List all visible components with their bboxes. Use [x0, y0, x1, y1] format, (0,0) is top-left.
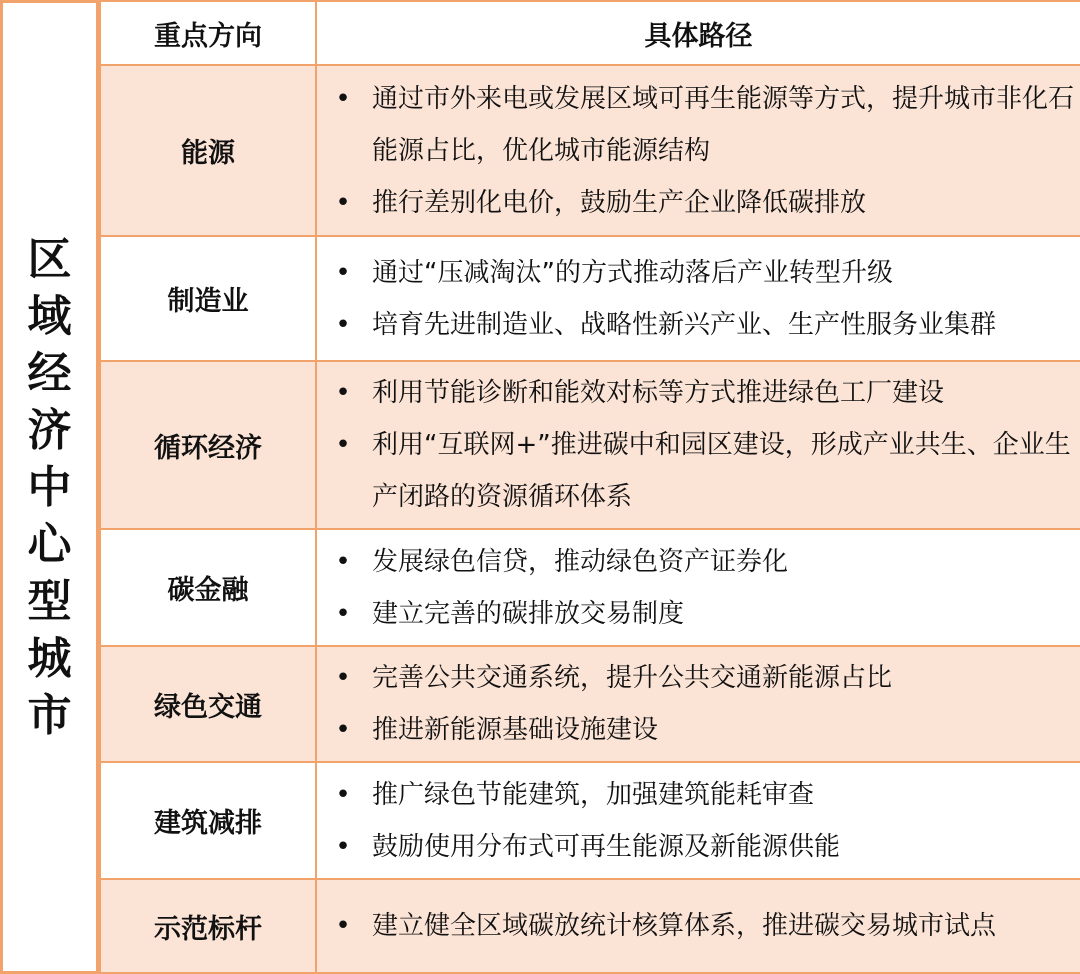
header-focus-direction: 重点方向: [100, 1, 316, 65]
bullet-icon: •: [335, 257, 351, 288]
path-text: 通过“压减淘汰”的方式推动落后产业转型升级: [372, 257, 893, 288]
table-row: [100, 646, 1080, 762]
bullet-icon: •: [335, 663, 351, 693]
bullet-icon: •: [335, 546, 351, 577]
list-item: [317, 704, 1080, 756]
paths-cell: [316, 65, 1080, 236]
paths-table: [99, 0, 1080, 974]
table-header-row: [100, 1, 1080, 65]
path-text: 利用“互联网+”推进碳中和园区建设，形成产业共生、企业生产闭路的资源循环体系: [372, 430, 1071, 512]
list-item: [317, 73, 1080, 177]
bullet-icon: •: [335, 430, 351, 460]
paths-cell: [316, 236, 1080, 361]
path-text: 完善公共交通系统，提升公共交通新能源占比: [372, 663, 893, 693]
bullet-icon: •: [335, 309, 351, 340]
path-list: [317, 652, 1080, 756]
table-row: [100, 762, 1080, 879]
path-list: [317, 769, 1080, 873]
list-item: [317, 367, 1080, 419]
path-list: [317, 73, 1080, 229]
table-row: [100, 529, 1080, 646]
table-row: [100, 65, 1080, 236]
bullet-icon: •: [335, 715, 351, 745]
list-item: [317, 769, 1080, 821]
path-text: 建立完善的碳排放交易制度: [372, 598, 685, 629]
paths-cell: [316, 762, 1080, 879]
side-title: 区域经济中心型城市: [27, 233, 72, 741]
bullet-icon: •: [335, 779, 351, 810]
paths-cell: [316, 646, 1080, 762]
bullet-icon: •: [335, 911, 351, 941]
table-row: [100, 236, 1080, 361]
bullet-icon: •: [335, 378, 351, 408]
path-text: 推行差别化电价，鼓励生产企业降低碳排放: [372, 187, 867, 218]
path-text: 通过市外来电或发展区域可再生能源等方式，提升城市非化石能源占比，优化城市能源结构: [372, 83, 1075, 166]
category-cell: 制造业: [100, 236, 316, 361]
header-specific-path: 具体路径: [316, 1, 1080, 65]
path-text: 鼓励使用分布式可再生能源及新能源供能: [372, 831, 841, 862]
bullet-icon: •: [335, 187, 351, 218]
bullet-icon: •: [335, 831, 351, 862]
list-item: [317, 177, 1080, 229]
bullet-icon: •: [335, 83, 351, 114]
table-row: [100, 361, 1080, 529]
category-cell: 能源: [100, 65, 316, 236]
path-text: 推广绿色节能建筑，加强建筑能耗审查: [372, 779, 815, 810]
path-list: [317, 536, 1080, 640]
bullet-icon: •: [335, 598, 351, 629]
list-item: [317, 900, 1080, 952]
path-text: 利用节能诊断和能效对标等方式推进绿色工厂建设: [372, 378, 945, 408]
category-cell: 碳金融: [100, 529, 316, 646]
path-text: 建立健全区域碳放统计核算体系，推进碳交易城市试点: [372, 911, 997, 941]
path-list: [317, 900, 1080, 952]
list-item: [317, 652, 1080, 704]
path-text: 发展绿色信贷，推动绿色资产证券化: [372, 546, 789, 577]
list-item: [317, 299, 1080, 351]
category-cell: 循环经济: [100, 361, 316, 529]
path-text: 推进新能源基础设施建设: [372, 715, 659, 745]
path-list: [317, 247, 1080, 351]
list-item: [317, 536, 1080, 588]
category-cell: 示范标杆: [100, 879, 316, 973]
path-text: 培育先进制造业、战略性新兴产业、生产性服务业集群: [372, 309, 997, 340]
list-item: [317, 247, 1080, 299]
table-row: [100, 879, 1080, 973]
side-title-cell: [0, 0, 99, 974]
paths-cell: [316, 361, 1080, 529]
paths-cell: [316, 879, 1080, 973]
category-cell: 绿色交通: [100, 646, 316, 762]
list-item: [317, 588, 1080, 640]
list-item: [317, 419, 1080, 523]
paths-cell: [316, 529, 1080, 646]
category-cell: 建筑减排: [100, 762, 316, 879]
path-list: [317, 367, 1080, 523]
list-item: [317, 821, 1080, 873]
